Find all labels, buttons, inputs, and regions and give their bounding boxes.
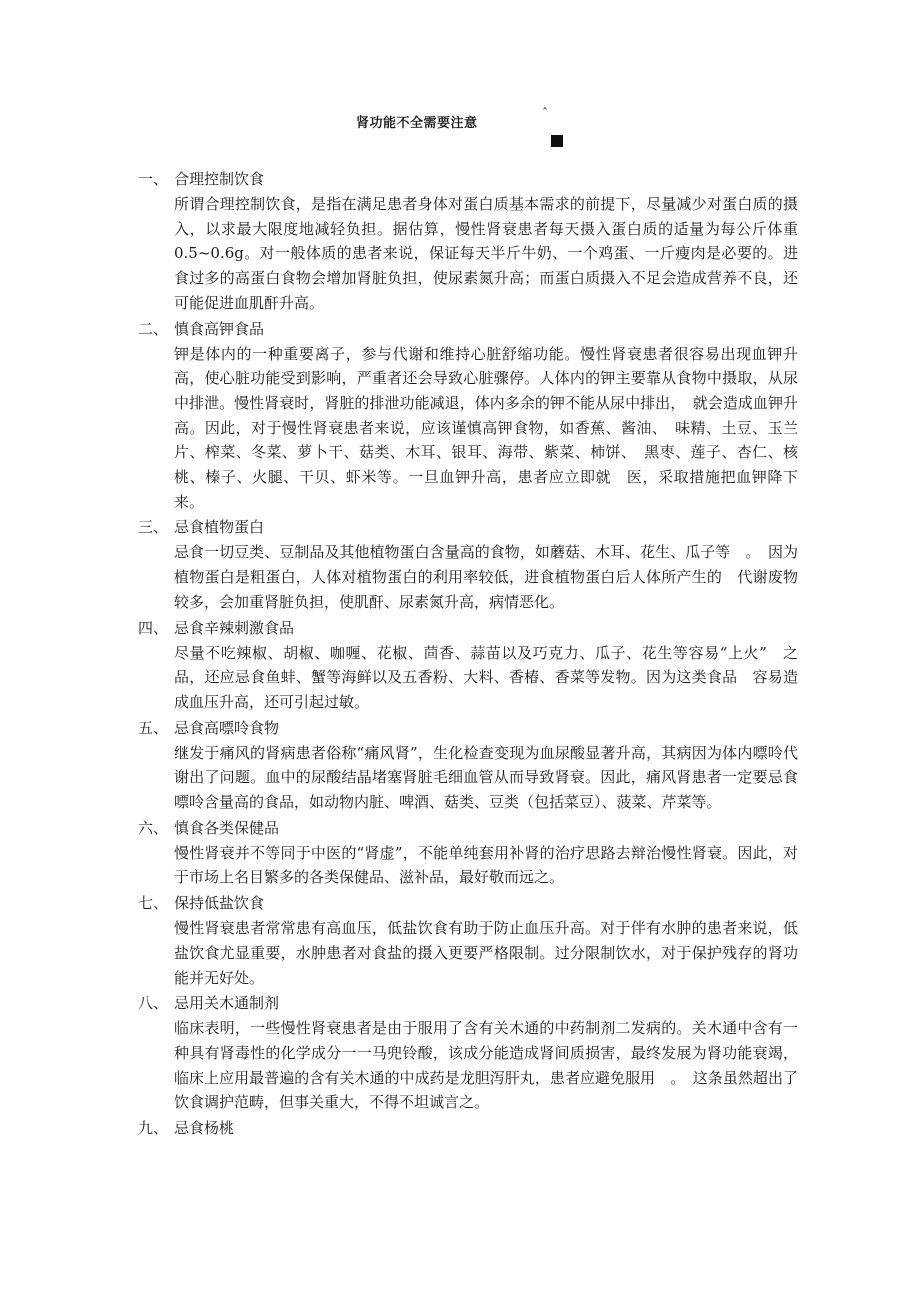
section-heading xyxy=(138,715,798,741)
section-list xyxy=(138,166,798,1141)
section-heading xyxy=(138,316,798,342)
section-3 xyxy=(138,514,798,614)
caret-mark: ˆ xyxy=(542,106,548,120)
section-body: 慢性肾衰并不等同于中医的“肾虚”，不能单纯套用补肾的治疗思路去辩治慢性肾衰。因此，对于市场上名目繁多的各类保健品、滋补品，最好敬而远之。 xyxy=(174,843,798,887)
section-heading xyxy=(138,890,798,916)
section-title: 慎食各类保健品 xyxy=(174,818,280,837)
section-heading xyxy=(138,1115,798,1141)
section-9 xyxy=(138,1115,798,1141)
section-body: 慢性肾衰患者常常患有高血压，低盐饮食有助于防止血压升高。对于伴有水肿的患者来说，低盐饮食尤显重要，水肿患者对食盐的摄入更要严格限制。过分限制饮水，对于保护残存的肾功能并无好处。 xyxy=(174,919,798,987)
section-title: 忌食辛辣刺激食品 xyxy=(174,618,295,637)
section-heading xyxy=(138,990,798,1016)
section-heading xyxy=(138,815,798,841)
section-6 xyxy=(138,815,798,890)
section-4 xyxy=(138,615,798,715)
section-7 xyxy=(138,890,798,990)
section-title: 忌食高嘌呤食物 xyxy=(174,718,280,737)
section-5 xyxy=(138,715,798,815)
section-number: 六、 xyxy=(138,818,169,837)
section-number: 三、 xyxy=(138,518,169,537)
section-2 xyxy=(138,316,798,515)
section-title: 合理控制饮食 xyxy=(174,170,265,188)
section-heading xyxy=(138,514,798,540)
section-title: 慎食高钾食品 xyxy=(174,319,265,338)
section-body: 钾是体内的一种重要离子，参与代谢和维持心脏舒缩功能。慢性肾衰患者很容易出现血钾升高，使心脏功能受到影响，严重者还会导致心脏骤停。人体内的钾主要靠从食物中摄取，从尿中排泄。慢性肾衰时，肾脏的排泄功能减退，体内多余的钾不能从尿中排出， 就会造成血钾升高。因此，对于慢性肾衰患者来说，应该谨慎高钾食物，如香蕉、酱油、 味精、土豆、玉兰片、榨菜、冬菜、萝卜干、菇类、木耳、银耳、海带、紫菜、柿饼、 黑枣、莲子、杏仁、核桃、榛子、火腿、干贝、虾米等。一旦血钾升高，患者应立即就 医，采取措施把血钾降下来。 xyxy=(174,344,798,511)
section-number: 七、 xyxy=(138,894,169,913)
page-title: 肾功能不全需要注意 xyxy=(356,116,478,131)
section-heading xyxy=(138,166,798,192)
section-heading xyxy=(138,615,798,641)
section-number: 二、 xyxy=(138,319,169,338)
section-body: 所谓合理控制饮食，是指在满足患者身体对蛋白质基本需求的前提下，尽量减少对蛋白质的摄入，以求最大限度地减轻负担。据估算，慢性肾衰患者每天摄入蛋白质的适量为每公斤体重0.5~0.6g。对一般体质的患者来说，保证每天半斤牛奶、一个鸡蛋、一斤瘦肉是必要的。进食过多的高蛋白食物会增加肾脏负担，使尿素氮升高；而蛋白质摄入不足会造成营养不良，还可能促进血肌酐升高。 xyxy=(174,195,798,312)
section-8 xyxy=(138,990,798,1115)
section-number: 九、 xyxy=(138,1119,169,1138)
black-square-icon xyxy=(551,135,563,147)
section-body: 尽量不吃辣椒、胡椒、咖喱、花椒、茴香、蒜苗以及巧克力、瓜子、花生等容易“上火” 之品，还应忌食鱼蚌、蟹等海鲜以及五香粉、大料、香椿、香菜等发物。因为这类食品 容易造成血压升高，还可引起过敏。 xyxy=(174,643,798,711)
section-number: 五、 xyxy=(138,718,169,737)
section-title: 忌食植物蛋白 xyxy=(174,518,265,537)
section-body: 临床表明，一些慢性肾衰患者是由于服用了含有关木通的中药制剂二发病的。关木通中含有一种具有肾毒性的化学成分一一马兜铃酸，该成分能造成肾间质损害，最终发展为肾功能衰竭，临床上应用最普遍的含有关木通的中成药是龙胆泻肝丸，患者应避免服用 。 这条虽然超出了饮食调护范畴，但事关重大，不得不坦诚言之。 xyxy=(174,1019,798,1112)
section-1 xyxy=(138,166,798,316)
section-number: 四、 xyxy=(138,618,169,637)
section-number: 八、 xyxy=(138,994,169,1013)
section-body: 忌食一切豆类、豆制品及其他植物蛋白含量高的食物，如蘑菇、木耳、花生、瓜子等 。 因为植物蛋白是粗蛋白，人体对植物蛋白的利用率较低，进食植物蛋白后人体所产生的 代谢废物较多，会加重肾脏负担，使肌酐、尿素氮升高，病情恶化。 xyxy=(174,543,798,611)
section-title: 忌食杨桃 xyxy=(174,1119,235,1138)
section-body: 继发于痛风的肾病患者俗称“痛风肾”，生化检查变现为血尿酸显著升高，其病因为体内嘌呤代谢出了问题。血中的尿酸结晶堵塞肾脏毛细血管从而导致肾衰。因此，痛风肾患者一定要忌食嘌呤含量高的食品，如动物内脏、啤酒、菇类、豆类（包括菜豆）、菠菜、芹菜等。 xyxy=(174,743,798,812)
section-title: 保持低盐饮食 xyxy=(174,894,265,913)
section-number: 一、 xyxy=(138,170,169,188)
section-title: 忌用关木通制剂 xyxy=(174,994,280,1013)
